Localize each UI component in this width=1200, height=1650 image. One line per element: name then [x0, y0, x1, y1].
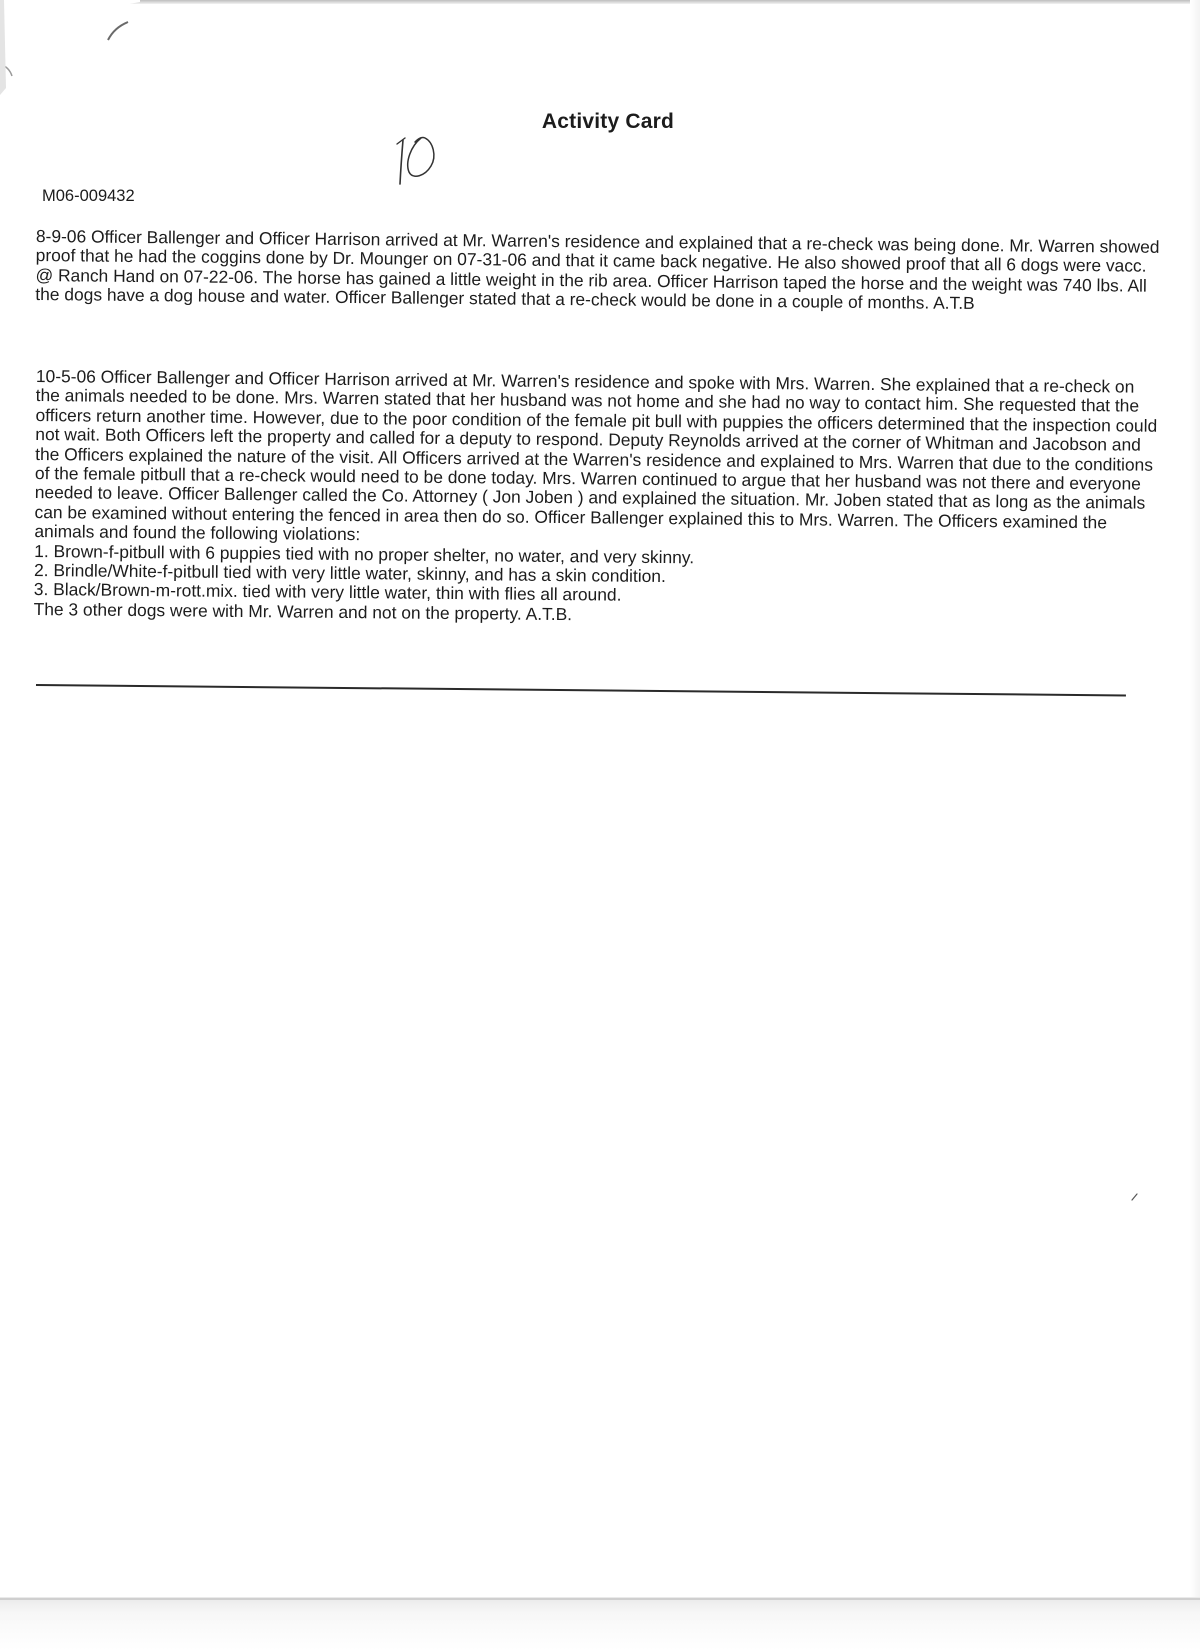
- activity-entry: [35, 227, 1160, 315]
- corner-fold-mark: [0, 0, 140, 110]
- entry-closing: The 3 other dogs were with Mr. Warren and not on the property. A.T.B.: [33, 598, 573, 625]
- violation-item: 1. Brown-f-pitbull with 6 puppies tied with no proper shelter, no water, and very skinny.: [34, 540, 695, 567]
- scan-edge-bottom-line: [0, 1598, 1200, 1600]
- violation-item: 3. Black/Brown-m-rott.mix. tied with very little water, thin with flies all around.: [33, 579, 622, 606]
- entry-text: 8-9-06 Officer Ballenger and Officer Harrison arrived at Mr. Warren's residence and explained that a re-check was being done. Mr. Warren showed proof that he had the coggins done by Dr. Mounger on 07-31-06 and that it came back negative. He also showed proof that all 6 dogs were vacc. @ Ranch Hand on 07-22-06. The horse has gained a little weight in the rib area. Officer Harrison taped the horse and the weight was 740 lbs. All the dogs have a dog house and water. Officer Ballenger stated that a re-check would be done in a couple of months. A.T.B: [35, 226, 1160, 314]
- scan-edge-right: [1190, 0, 1200, 1650]
- violation-item: 2. Brindle/White-f-pitbull tied with very little water, skinny, and has a skin condition.: [33, 560, 666, 587]
- case-number: M06-009432: [42, 187, 135, 205]
- document-title: Activity Card: [541, 110, 675, 133]
- handwritten-page-number: [395, 132, 451, 190]
- stray-pen-mark: [1130, 1192, 1140, 1202]
- scan-edge-top: [0, 0, 1200, 4]
- activity-entry: [34, 367, 1160, 630]
- entry-text: 10-5-06 Officer Ballenger and Officer Harrison arrived at Mr. Warren's residence and spoke with Mrs. Warren. She explained that a re-check on the animals needed to be done. Mrs. Warren stated that her husband was not home and she had no way to contact him. She requested that the officers return another time. However, due to the poor condition of the female pit bull with puppies the officers determined that the inspection could not wait. Both Officers left the property and called for a deputy to respond. Deputy Reynolds arrived at the corner of Whitman and Jacobson and the Officers explained the nature of the visit. All Officers arrived at the Warren's residence and explained to Mrs. Warren that due to the conditions of the female pitbull that a re-check would need to be done today. Mrs. Warren continued to argue that her husband was not there and everyone needed to leave. Officer Ballenger called the Co. Attorney ( Jon Joben ) and explained the situation. Mr. Joben stated that as long as the animals can be examined without entering the fenced in area then do so. Officer Ballenger explained this to Mrs. Warren. The Officers examined the animals and found the following violations:: [34, 366, 1158, 545]
- scan-edge-bottom: [0, 1597, 1200, 1650]
- horizontal-rule: [36, 684, 1126, 696]
